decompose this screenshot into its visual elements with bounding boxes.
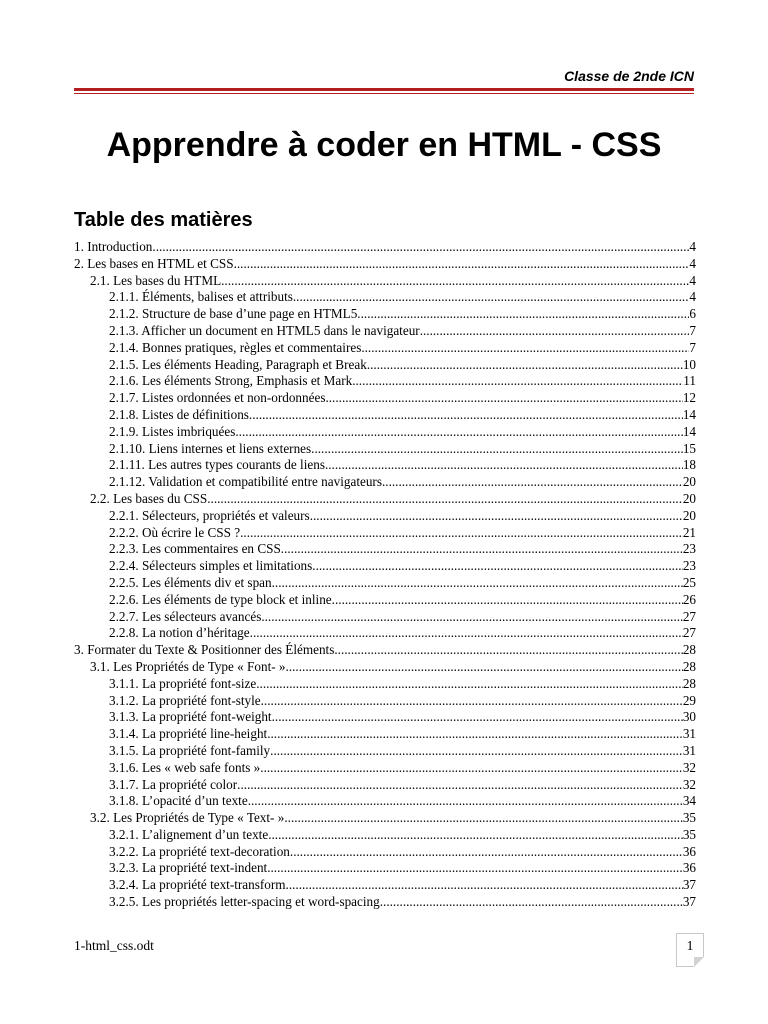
toc-dot-leader [284,810,682,827]
toc-entry-page: 37 [682,877,696,893]
toc-entry-page: 32 [682,759,696,775]
toc-entry-page: 12 [682,390,696,406]
toc-dot-leader [261,693,683,710]
toc-entry[interactable] [74,441,696,458]
toc-entry-title: 2.1.2. Structure de base d’une page en HTML5 [109,306,358,322]
toc-entry-title: 2.2.1. Sélecteurs, propriétés et valeurs [109,507,310,523]
toc-entry[interactable] [74,743,696,760]
toc-entry-title: 3.1.2. La propriété font-style [109,692,261,708]
toc-dot-leader [272,709,683,726]
toc-entry-page: 28 [682,642,696,658]
toc-entry[interactable] [74,877,696,894]
toc-entry[interactable] [74,844,696,861]
toc-entry[interactable] [74,508,696,525]
toc-dot-leader [281,541,683,558]
toc-entry-title: 2.1.9. Listes imbriquées [109,423,236,439]
toc-dot-leader [270,743,683,760]
toc-entry-page: 29 [682,692,696,708]
toc-entry[interactable] [74,860,696,877]
toc-entry-title: 2.2.4. Sélecteurs simples et limitations [109,558,313,574]
toc-entry-page: 31 [682,742,696,758]
toc-entry[interactable] [74,659,696,676]
toc-entry[interactable] [74,474,696,491]
page-curl-icon [694,957,704,967]
toc-entry-page: 14 [682,423,696,439]
toc-entry[interactable] [74,541,696,558]
toc-entry-page: 14 [682,406,696,422]
toc-entry[interactable] [74,558,696,575]
toc-entry[interactable] [74,827,696,844]
toc-entry-page: 35 [682,826,696,842]
toc-entry-title: 3.1.1. La propriété font-size [109,675,257,691]
toc-entry[interactable] [74,273,696,290]
toc-entry-title: 3.2.1. L’alignement d’un texte [109,826,269,842]
toc-dot-leader [152,239,689,256]
toc-dot-leader [237,777,683,794]
toc-entry[interactable] [74,306,696,323]
toc-entry-page: 20 [682,490,696,506]
toc-entry-page: 4 [689,255,696,271]
toc-dot-leader [332,592,683,609]
toc-entry-page: 4 [689,272,696,288]
toc-entry-page: 26 [682,591,696,607]
toc-dot-leader [382,474,683,491]
toc-entry-page: 20 [682,474,696,490]
toc-entry-page: 32 [682,776,696,792]
toc-entry[interactable] [74,726,696,743]
toc-entry-title: 2.2.2. Où écrire le CSS ? [109,524,241,540]
toc-entry-page: 30 [682,709,696,725]
toc-entry-title: 2.1.8. Listes de définitions [109,406,249,422]
toc-entry-title: 3.2.2. La propriété text-decoration [109,843,290,859]
toc-dot-leader [325,457,683,474]
toc-entry[interactable] [74,609,696,626]
toc-entry-page: 36 [682,860,696,876]
toc-entry[interactable] [74,793,696,810]
toc-entry-title: 2.2.8. La notion d’héritage [109,625,250,641]
toc-entry-page: 23 [682,558,696,574]
toc-dot-leader [207,491,683,508]
toc-entry-page: 7 [689,322,696,338]
toc-entry-page: 27 [682,625,696,641]
toc-entry-page: 23 [682,541,696,557]
toc-entry-page: 10 [682,356,696,372]
toc-entry[interactable] [74,390,696,407]
toc-entry-title: 2.2.7. Les sélecteurs avancés [109,608,262,624]
toc-entry-page: 28 [682,675,696,691]
toc-dot-leader [249,407,683,424]
toc-entry[interactable] [74,642,696,659]
toc-entry[interactable] [74,357,696,374]
toc-dot-leader [312,558,683,575]
toc-entry-page: 25 [682,574,696,590]
toc-entry-page: 21 [682,524,696,540]
toc-dot-leader [293,289,690,306]
page-number-box [676,933,704,967]
toc-entry-page: 37 [682,894,696,910]
toc-entry-page: 18 [682,457,696,473]
toc-entry-title: 2.1.12. Validation et compatibilité entre navigateurs [109,474,382,490]
toc-entry-title: 2.1.5. Les éléments Heading, Paragraph et Break [109,356,367,372]
toc-entry-title: 2.1. Les bases du HTML [90,272,222,288]
toc-entry-title: 2.1.10. Liens internes et liens externes [109,440,312,456]
toc-dot-leader [272,575,683,592]
toc-entry[interactable] [74,407,696,424]
toc-entry-title: 3.1.4. La propriété line-height [109,726,268,742]
toc-dot-leader [267,726,683,743]
toc-entry-title: 2.2.5. Les éléments div et span [109,574,272,590]
toc-entry[interactable] [74,894,696,911]
toc-dot-leader [334,642,682,659]
toc-entry-title: 3.2.5. Les propriétés letter-spacing et word-spacing [109,894,380,910]
toc-entry-page: 7 [689,339,696,355]
table-of-contents [74,239,696,911]
toc-entry[interactable] [74,457,696,474]
toc-entry-title: 2.1.7. Listes ordonnées et non-ordonnées [109,390,326,406]
toc-entry-title: 3.2. Les Propriétés de Type « Text- » [90,810,285,826]
toc-dot-leader [261,609,682,626]
toc-entry-title: 3.1.6. Les « web safe fonts » [109,759,261,775]
toc-entry-title: 2.1.6. Les éléments Strong, Emphasis et Mark [109,373,353,389]
toc-entry-page: 6 [689,306,696,322]
document-title: Apprendre à coder en HTML - CSS [106,126,662,164]
toc-entry-title: 2.1.11. Les autres types courants de liens [109,457,325,473]
toc-entry-title: 3.1.5. La propriété font-family [109,742,271,758]
toc-entry[interactable] [74,777,696,794]
toc-dot-leader [380,894,683,911]
header-rule-thin [74,93,694,94]
toc-entry-title: 3.2.4. La propriété text-transform [109,877,286,893]
toc-entry-title: 3. Formater du Texte & Positionner des Éléments [74,642,335,658]
toc-entry[interactable] [74,625,696,642]
toc-entry[interactable] [74,592,696,609]
toc-dot-leader [221,273,689,290]
toc-entry-page: 31 [682,726,696,742]
header-rule-thick [74,88,694,91]
toc-dot-leader [286,659,683,676]
toc-entry-page: 15 [682,440,696,456]
toc-entry-title: 3.2.3. La propriété text-indent [109,860,268,876]
toc-entry[interactable] [74,373,696,390]
toc-entry-page: 35 [682,810,696,826]
toc-heading: Table des matières [74,209,253,231]
toc-dot-leader [235,424,682,441]
toc-dot-leader [357,306,689,323]
toc-entry[interactable] [74,575,696,592]
toc-dot-leader [310,508,683,525]
toc-entry[interactable] [74,323,696,340]
toc-entry-title: 2.2. Les bases du CSS [90,490,208,506]
toc-entry-title: 2.2.6. Les éléments de type block et inline [109,591,332,607]
toc-entry[interactable] [74,424,696,441]
toc-entry-page: 36 [682,843,696,859]
toc-entry[interactable] [74,239,696,256]
toc-entry-page: 11 [683,373,696,389]
page-header-class: Classe de 2nde ICN [564,68,694,84]
toc-entry[interactable] [74,810,696,827]
toc-entry-page: 28 [682,658,696,674]
toc-entry[interactable] [74,709,696,726]
toc-entry[interactable] [74,340,696,357]
toc-entry-title: 2.1.1. Éléments, balises et attributs [109,289,293,305]
toc-entry-title: 3.1.3. La propriété font-weight [109,709,272,725]
toc-entry-title: 1. Introduction [74,239,153,254]
toc-entry-page: 20 [682,507,696,523]
toc-entry-title: 3.1.8. L’opacité d’un texte [109,793,248,809]
toc-dot-leader [267,860,683,877]
toc-entry-page: 34 [682,793,696,809]
toc-dot-leader [234,256,690,273]
toc-dot-leader [352,373,683,390]
toc-entry-title: 2.1.3. Afficher un document en HTML5 dans le navigateur [109,322,420,338]
footer-filename: 1-html_css.odt [74,938,154,953]
toc-entry[interactable] [74,760,696,777]
toc-entry-title: 2. Les bases en HTML et CSS [74,255,234,271]
toc-entry-title: 2.2.3. Les commentaires en CSS [109,541,281,557]
toc-entry[interactable] [74,525,696,542]
toc-entry-page: 4 [689,289,696,305]
toc-entry[interactable] [74,491,696,508]
toc-dot-leader [256,676,683,693]
toc-dot-leader [420,323,690,340]
toc-entry-title: 3.1. Les Propriétés de Type « Font- » [90,658,286,674]
toc-dot-leader [240,525,683,542]
toc-entry[interactable] [74,289,696,306]
toc-dot-leader [325,390,682,407]
toc-entry[interactable] [74,693,696,710]
toc-dot-leader [361,340,689,357]
toc-dot-leader [248,793,683,810]
toc-entry-page: 4 [689,239,696,254]
toc-dot-leader [311,441,683,458]
toc-entry-title: 3.1.7. La propriété color [109,776,238,792]
toc-dot-leader [286,877,683,894]
toc-dot-leader [367,357,683,374]
toc-dot-leader [268,827,683,844]
toc-entry[interactable] [74,256,696,273]
toc-entry-title: 2.1.4. Bonnes pratiques, règles et commentaires [109,339,362,355]
toc-entry-page: 27 [682,608,696,624]
toc-dot-leader [290,844,683,861]
page-number: 1 [686,939,694,954]
toc-entry[interactable] [74,676,696,693]
toc-dot-leader [260,760,683,777]
toc-dot-leader [250,625,683,642]
